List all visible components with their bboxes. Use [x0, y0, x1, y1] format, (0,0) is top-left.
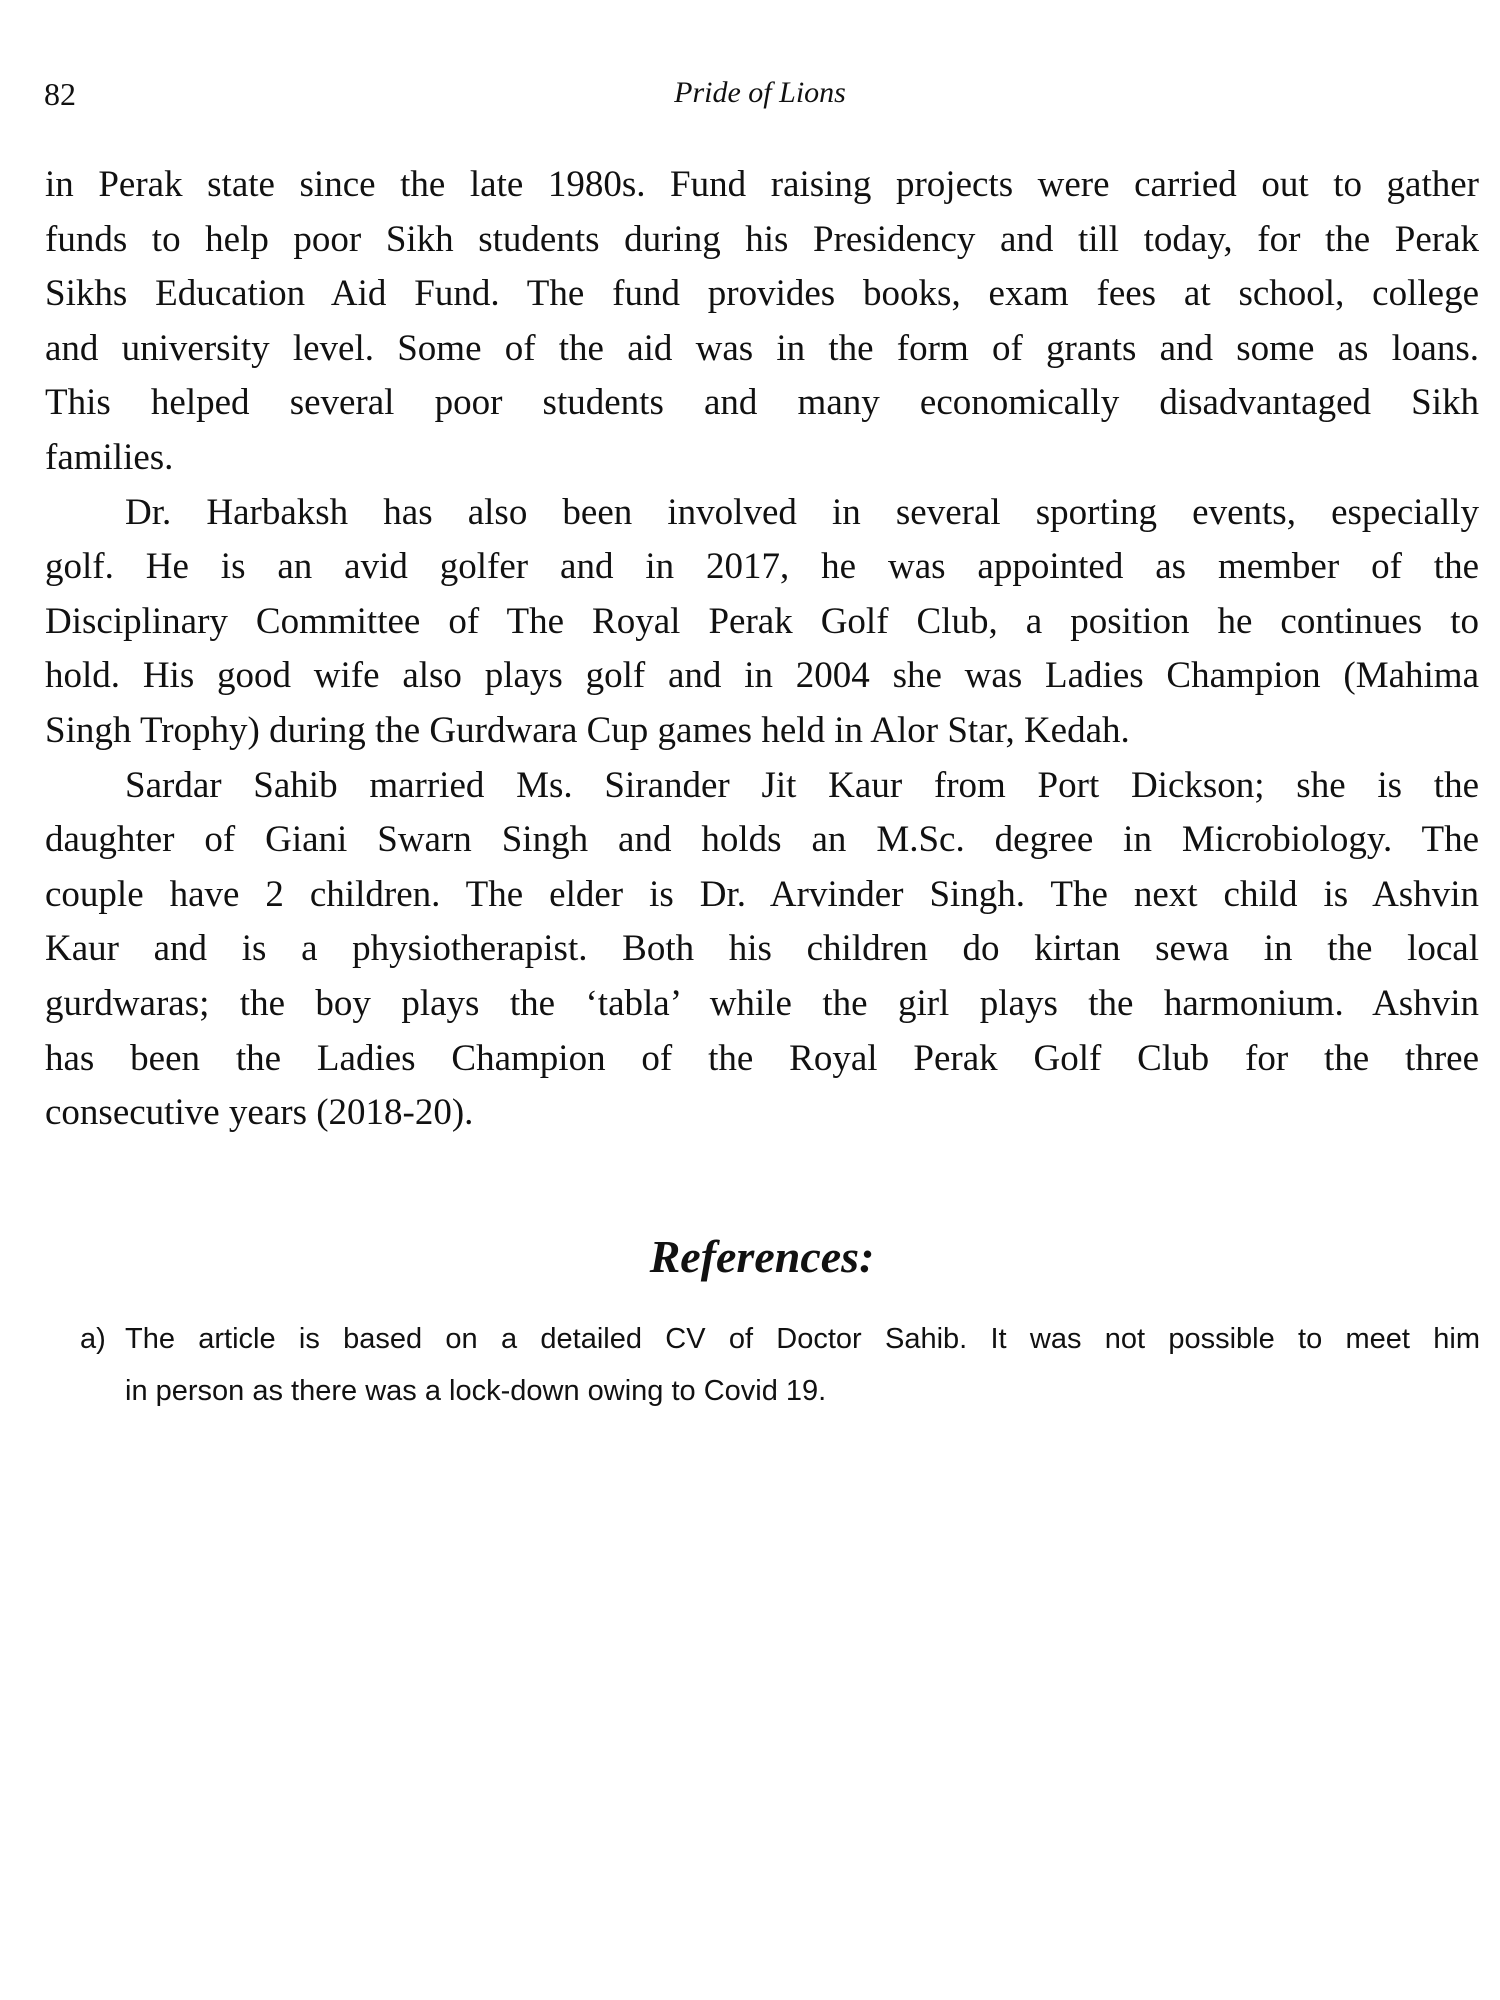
paragraph: [45, 759, 1479, 1141]
text-line: daughter of Giani Swarn Singh and holds an M.Sc. degree in Microbiology. The: [45, 819, 1479, 861]
text-line: gurdwaras; the boy plays the ‘tabla’ while the girl plays the harmonium. Ashvin: [45, 982, 1479, 1024]
page-number: 82: [44, 76, 76, 112]
text-line: and university level. Some of the aid was in the form of grants and some as loans.: [45, 327, 1479, 369]
text-line: couple have 2 children. The elder is Dr. Arvinder Singh. The next child is Ashvin: [45, 873, 1479, 915]
text-line: Dr. Harbaksh has also been involved in several sporting events, especially: [125, 491, 1479, 533]
text-line: Sikhs Education Aid Fund. The fund provides books, exam fees at school, college: [45, 273, 1479, 315]
reference-line: The article is based on a detailed CV of Doctor Sahib. It was not possible to meet him: [125, 1323, 1480, 1355]
text-line: Disciplinary Committee of The Royal Perak Golf Club, a position he continues to: [45, 600, 1479, 642]
text-line: families.: [45, 436, 174, 478]
text-line: Sardar Sahib married Ms. Sirander Jit Kaur from Port Dickson; she is the: [125, 764, 1479, 806]
paragraph: [45, 158, 1479, 486]
body-text: [45, 158, 1479, 1141]
text-line: in Perak state since the late 1980s. Fund raising projects were carried out to gather: [45, 164, 1479, 205]
reference-item: [80, 1313, 1480, 1417]
text-line: funds to help poor Sikh students during his Presidency and till today, for the Perak: [45, 218, 1479, 260]
reference-line: in person as there was a lock-down owing to Covid 19.: [125, 1375, 827, 1407]
text-line: Singh Trophy) during the Gurdwara Cup games held in Alor Star, Kedah.: [45, 709, 1130, 751]
reference-marker: a): [80, 1323, 106, 1355]
text-line: consecutive years (2018-20).: [45, 1092, 474, 1134]
running-title: Pride of Lions: [674, 76, 846, 109]
text-line: This helped several poor students and many economically disadvantaged Sikh: [45, 382, 1479, 424]
references-heading: References:: [649, 1231, 875, 1282]
text-line: hold. His good wife also plays golf and in 2004 she was Ladies Champion (Mahima: [45, 655, 1479, 697]
text-line: golf. He is an avid golfer and in 2017, he was appointed as member of the: [45, 546, 1479, 588]
text-line: Kaur and is a physiotherapist. Both his children do kirtan sewa in the local: [45, 928, 1479, 970]
text-line: has been the Ladies Champion of the Royal Perak Golf Club for the three: [45, 1037, 1479, 1079]
paragraph: [45, 486, 1479, 759]
